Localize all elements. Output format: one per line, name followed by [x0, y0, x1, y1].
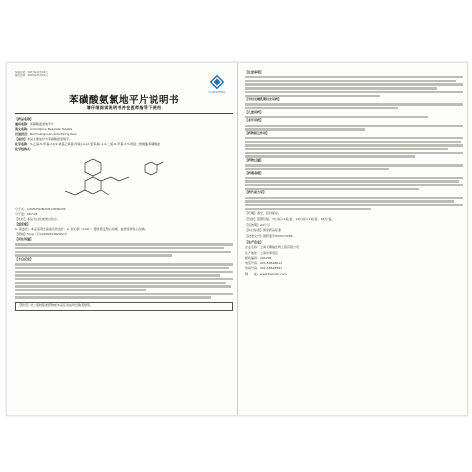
field-value: Amlodipine Besylate Tablets — [30, 126, 73, 131]
field-label: 化学结构式： — [15, 146, 34, 151]
document-subtitle: 请仔细阅读说明书并在医师指导下使用 — [86, 104, 162, 110]
field-label: 化学名称： — [15, 141, 31, 146]
chemical-structure-diagram — [15, 153, 233, 205]
title-rule — [15, 113, 233, 114]
document-title: 苯磺酸氨氯地平片说明书 — [68, 95, 179, 106]
right-column — [245, 71, 463, 278]
description-section: 【性状】本品为白色或类白色片。 — [15, 217, 61, 222]
interaction-text-block — [245, 137, 463, 158]
dosage-text-block — [15, 243, 233, 256]
section-label: 【老年用药】 — [245, 118, 264, 123]
molecule-structure-icon — [45, 155, 175, 203]
section-label: 【不良反应】 — [15, 257, 34, 262]
field-value: 本品主要成份为苯磺酸氨氯地平。 — [27, 136, 73, 141]
field-label: 英文名称： — [15, 126, 31, 131]
revision-date: 修改日期：2018年05月01日 — [15, 74, 48, 77]
contraindications-box: 【禁忌】对二氢吡啶类药物或本品任何成份过敏者禁用。 — [15, 302, 233, 311]
adverse-text-block — [15, 263, 233, 299]
postal-code: 邮政编码：201206 — [245, 255, 272, 260]
left-column — [15, 71, 233, 312]
fold-line — [237, 63, 238, 415]
field-label: 【药品名称】 — [15, 116, 34, 121]
field-chemical-name — [15, 143, 233, 147]
adverse-heading — [15, 258, 233, 262]
elderly-text-block — [245, 125, 463, 131]
company-logo — [205, 75, 229, 95]
elderly-heading — [245, 119, 463, 123]
field-value: Benhuangsuan Anlüdiping Pian — [30, 131, 77, 136]
field-value: 苯磺酸氨氯地平片 — [30, 121, 55, 126]
section-label: 【药代动力学】 — [245, 190, 267, 195]
overdose-text-block — [245, 164, 463, 170]
field-label: 【成份】 — [15, 136, 28, 141]
logo-mark-icon — [210, 75, 224, 89]
interaction-heading — [245, 132, 463, 136]
section-label: 【儿童用药】 — [245, 109, 264, 114]
section-label: 【生产企业】 — [245, 240, 264, 244]
field-label: 通用名称： — [15, 121, 31, 126]
overdose-heading — [245, 159, 463, 163]
molecular-weight: 分子量：567.05 — [15, 212, 38, 217]
approval-number-section: 【批准文号】国药准字H20073059 — [245, 234, 293, 239]
field-structure — [15, 148, 233, 152]
field-value: 3-乙基-5-甲基-2-[(2-氨基乙氧基)甲基]-4-(2-氯苯基)-1,4-二氢-6-甲基-3,5-吡啶二羧酸酯苯磺酸盐 — [30, 141, 161, 146]
field-label: 汉语拼音： — [15, 131, 31, 136]
section-label: 【适应症】 — [15, 222, 31, 227]
package-insert-sheet — [6, 62, 468, 416]
pregnancy-heading — [245, 98, 463, 102]
children-text-block — [245, 116, 463, 118]
company-address: 生产地址：上海市奉贤区 — [245, 250, 279, 255]
precautions-heading — [245, 71, 463, 75]
insert-header — [15, 71, 233, 97]
dosage-heading — [15, 238, 233, 242]
indications-text: 1. 高血压：本品适用于高血压的治疗。2. 冠心病（CAD）：慢性稳定型心绞痛、血管痉挛性心绞痛。 — [15, 227, 148, 232]
pharmacology-heading — [245, 172, 463, 176]
children-heading — [245, 111, 463, 115]
fax-number: 传真号码：021-58548591 — [245, 266, 283, 271]
section-label: 【用法用量】 — [15, 237, 34, 242]
storage-section: 【贮藏】遮光，密封保存。 — [245, 211, 282, 216]
molecular-formula: 分子式：C20H25ClN2O5·C6H6O3S — [15, 207, 66, 212]
standard-section: 【执行标准】国家药品标准 — [245, 228, 282, 233]
approval-date: 核准日期：2007年12月03日 — [15, 71, 48, 74]
section-label: 【药物相互作用】 — [245, 130, 270, 135]
logo-text: TIANSHENG — [208, 90, 226, 94]
section-label: 【孕妇及哺乳期妇女用药】 — [245, 97, 282, 102]
manufacturer-section — [245, 241, 463, 277]
precautions-text-block — [245, 76, 463, 97]
pharmacology-text-block — [245, 177, 463, 190]
website-link[interactable]: 网 址：www.tiancifu.com — [245, 271, 287, 276]
section-label: 【药物过量】 — [245, 158, 264, 163]
pharmacokinetics-heading — [245, 191, 463, 195]
package-section: 【包装】铝塑包装。7片/板×1板/盒；14片/板×1板/盒；28片/盒。 — [245, 216, 335, 221]
section-label: 【注意事项】 — [245, 70, 264, 74]
section-label: 【药理毒理】 — [245, 170, 264, 175]
pharmacokinetics-text-block — [245, 197, 463, 210]
specification-section: 【规格】5mg（以C20H25ClN2O5计） — [15, 232, 70, 237]
pregnancy-text-block — [245, 103, 463, 109]
company-name: 企业名称：上海天赐福生物工程有限公司 — [245, 245, 300, 250]
validity-section: 【有效期】24个月 — [245, 222, 270, 227]
phone-number: 电话号码：021-58548011 — [245, 261, 283, 266]
